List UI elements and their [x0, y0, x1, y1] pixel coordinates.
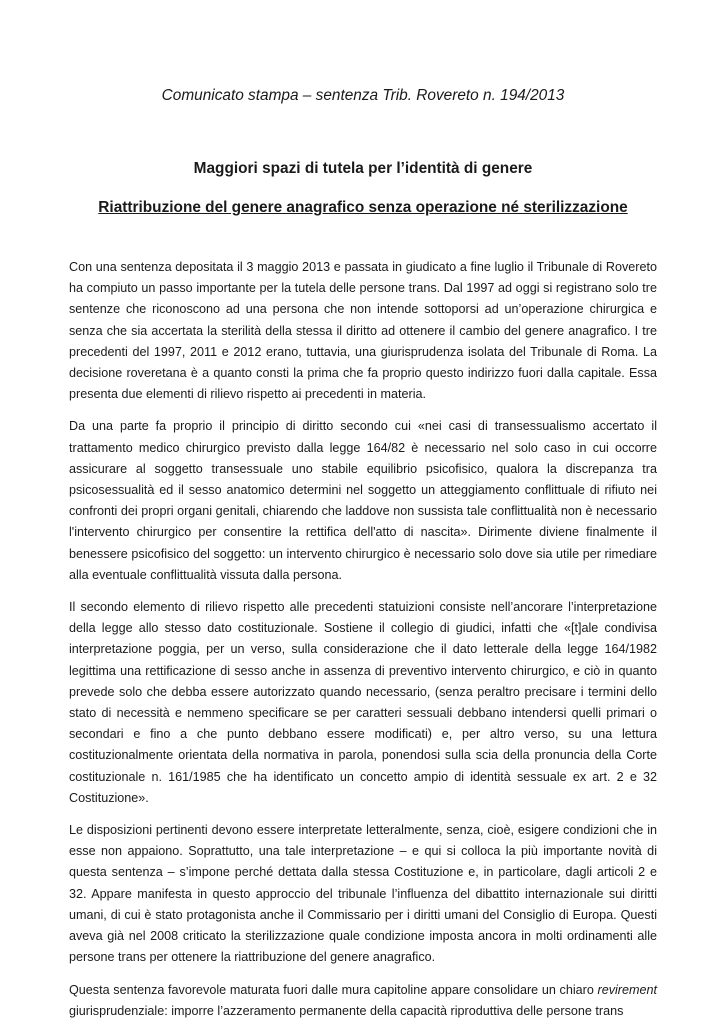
- paragraph-5-italic-term: revirement: [597, 982, 657, 997]
- paragraph-5-text-end: giurisprudenziale: imporre l’azzeramento permanente della capacità riproduttiva delle persone trans: [69, 1003, 624, 1018]
- paragraph-1: Con una sentenza depositata il 3 maggio 2013 e passata in giudicato a fine luglio il Tribunale di Rovereto ha compiuto un passo importante per la tutela delle persone trans. Dal 1997 ad oggi si registrano solo tre sentenze che riconoscono ad una persona che non intende sottoporsi ad un’operazione chirurgica e senza che sia accertata la sterilità della stessa il diritto ad ottenere il cambio del genere anagrafico. I tre precedenti del 1997, 2011 e 2012 erano, tuttavia, una giurisprudenza isolata del Tribunale di Roma. La decisione roveretana è a quanto consti la prima che fa proprio questo indirizzo fuori dalla capitale. Essa presenta due elementi di rilievo rispetto ai precedenti in materia.: [69, 260, 657, 402]
- paragraph-5: [69, 980, 657, 1022]
- page-title: Maggiori spazi di tutela per l’identità di genere: [193, 160, 533, 177]
- paragraph-4: Le disposizioni pertinenti devono essere interpretate letteralmente, senza, cioè, esigere condizioni che in esse non appaiono. Soprattutto, una tale interpretazione – e qui si colloca la più importante novità di questa sentenza – s’impone perché dettata dalla stessa Costituzione e, in particolare, dagli articoli 2 e 32. Appare manifesta in questo approccio del tribunale l’influenza del dibattito internazionale sui diritti umani, di cui è stato protagonista anche il Commissario per i diritti umani del Consiglio di Europa. Questi aveva già nel 2008 criticato la sterilizzazione quale condizione imposta ancora in molti ordinamenti alle persone trans per ottenere la riattribuzione del genere anagrafico.: [69, 823, 657, 965]
- paragraph-2: Da una parte fa proprio il principio di diritto secondo cui «nei casi di transessualismo accertato il trattamento medico chirurgico previsto dalla legge 164/82 è necessario nel solo caso in cui occorre assicurare al soggetto transessuale uno stabile equilibrio psicofisico, qualora la discrepanza tra psicosessualità ed il sesso anatomico determini nel soggetto un atteggiamento conflittuale di rifiuto nei confronti dei propri organi genitali, chiarendo che laddove non sussista tale conflittualità non è necessario l'intervento chirurgico per consentire la rettifica dell'atto di nascita». Dirimente diviene finalmente il benessere psicofisico del soggetto: un intervento chirurgico è necessario solo dove sia utile per rimediare alla eventuale conflittualità vissuta dalla persona.: [69, 419, 657, 582]
- press-release-subtitle: Comunicato stampa – sentenza Trib. Rovereto n. 194/2013: [161, 87, 565, 104]
- headline: Riattribuzione del genere anagrafico senza operazione né sterilizzazione: [98, 199, 628, 216]
- paragraph-3: Il secondo elemento di rilievo rispetto alle precedenti statuizioni consiste nell’ancorare l’interpretazione della legge allo stesso dato costituzionale. Sostiene il collegio di giudici, infatti che «[t]ale condivisa interpretazione poggia, per un verso, sulla considerazione che il dato letterale della legge 164/1982 legittima una rettificazione di sesso anche in assenza di preventivo intervento chirurgico, e ciò in quanto prevede solo che debba essere autorizzato quando necessario, (senza peraltro precisare i termini dello stato di necessità e nemmeno specificare se per caratteri sessuali debbano intendersi quelli primari o secondari e fino a che punto debbano essere modificati) e, per altro verso, su una lettura costituzionalmente orientata della normativa in parola, ponendosi sulla scia della pronuncia della Corte costituzionale n. 161/1985 che ha identificato un concetto ampio di identità sessuale ex art. 2 e 32 Costituzione».: [69, 600, 657, 805]
- paragraph-5-text-start: Questa sentenza favorevole maturata fuori dalle mura capitoline appare consolidare un chiaro: [69, 982, 598, 997]
